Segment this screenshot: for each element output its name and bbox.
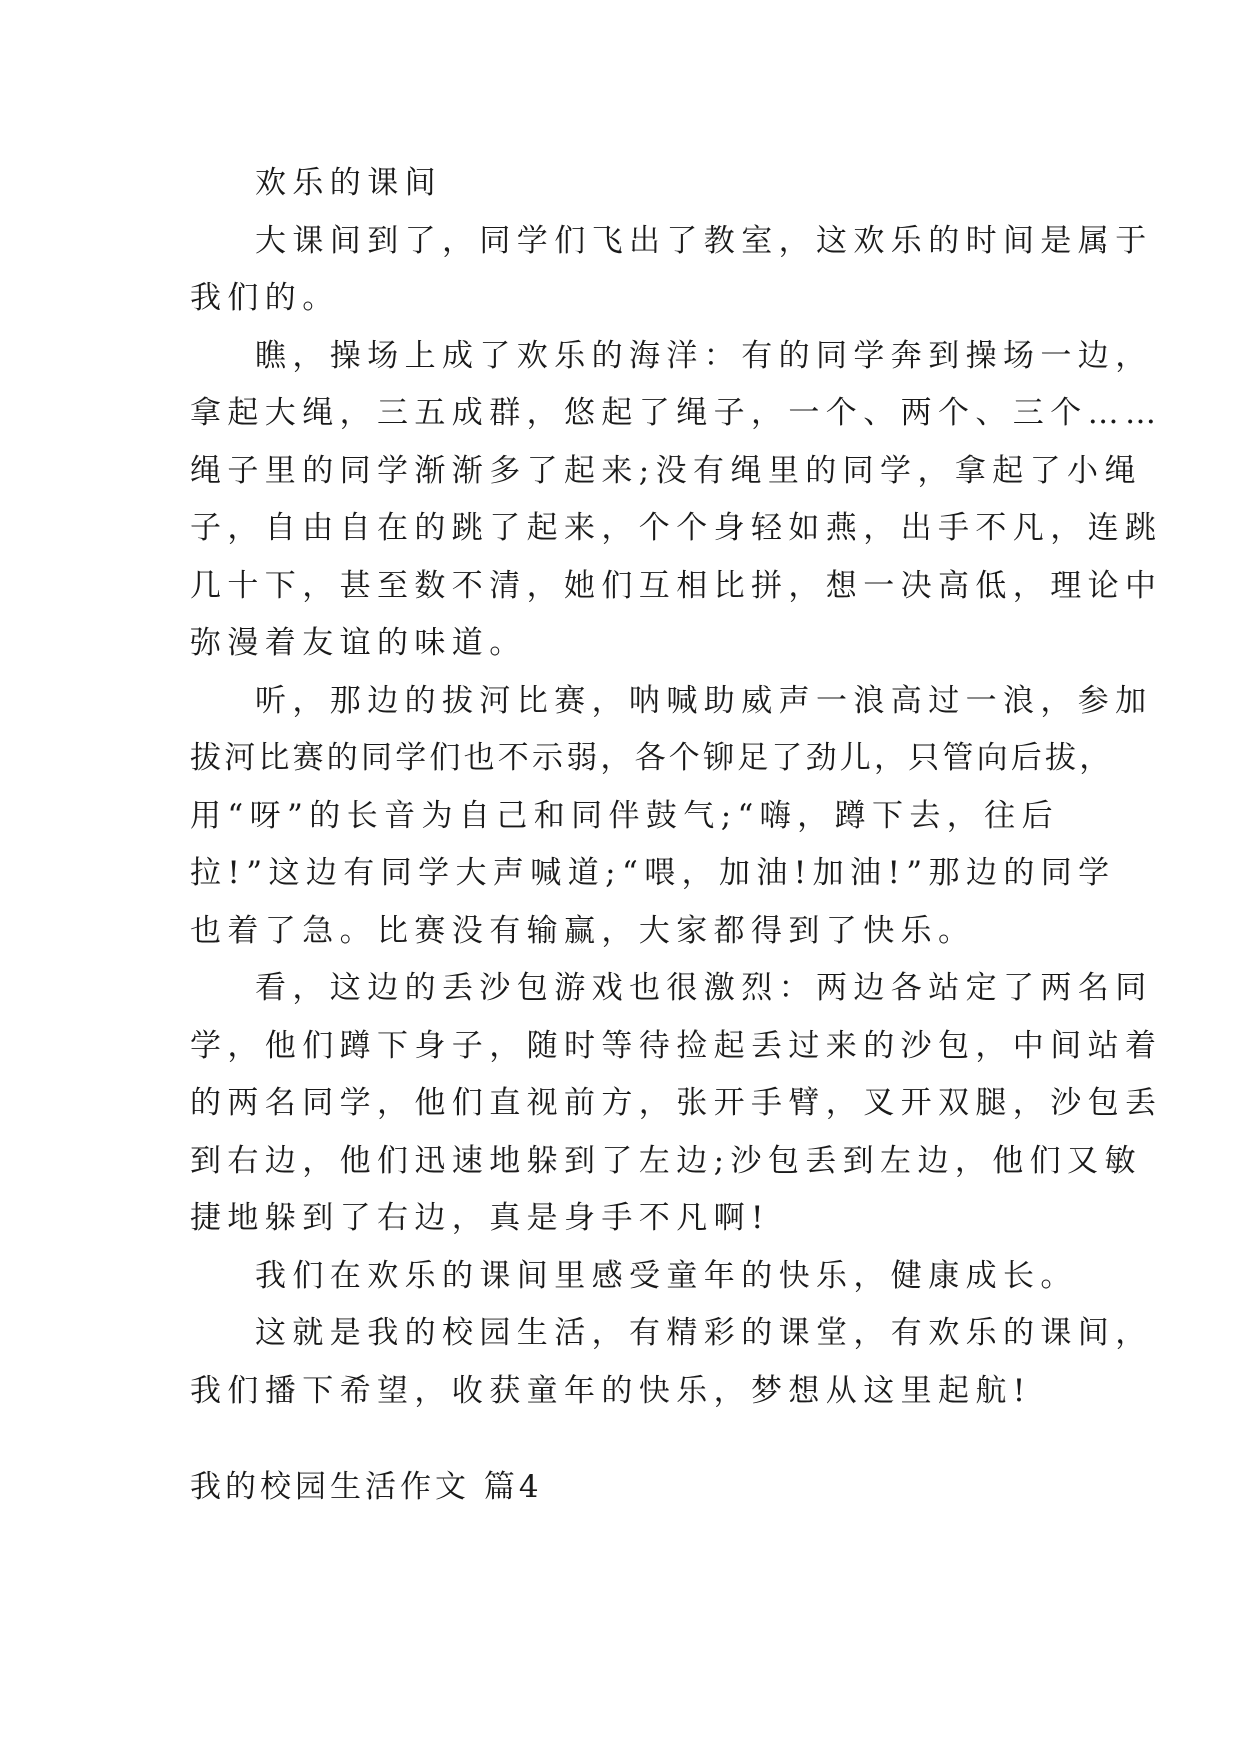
text-line: 我们播下希望，收获童年的快乐，梦想从这里起航!	[190, 1372, 1032, 1409]
document-body	[190, 155, 1163, 1420]
text-line: 子，自由自在的跳了起来，个个身轻如燕，出手不凡，连跳	[190, 510, 1163, 546]
text-line: 到右边，他们迅速地躲到了左边;沙包丢到左边，他们又敏	[190, 1142, 1142, 1179]
text-line: 绳子里的同学渐渐多了起来;没有绳里的同学，拿起了小绳	[190, 452, 1142, 489]
text-line: 我们在欢乐的课间里感受童年的快乐，健康成长。	[255, 1257, 1078, 1294]
text-line: 拿起大绳，三五成群，悠起了绳子，一个、两个、三个……	[190, 395, 1163, 431]
text-line: 听，那边的拔河比赛，呐喊助威声一浪高过一浪，参加	[255, 682, 1153, 719]
text-line: 我们的。	[190, 280, 340, 316]
text-line: 学，他们蹲下身子，随时等待捡起丢过来的沙包，中间站着	[190, 1027, 1163, 1064]
text-line: 瞧，操场上成了欢乐的海洋：有的同学奔到操场一边，	[255, 337, 1153, 374]
text-line: 这就是我的校园生活，有精彩的课堂，有欢乐的课间，	[255, 1315, 1153, 1351]
text-line: 大课间到了，同学们飞出了教室，这欢乐的时间是属于	[255, 222, 1153, 259]
text-line: 的两名同学，他们直视前方，张开手臂，叉开双腿，沙包丢	[190, 1085, 1163, 1121]
text-line: 拔河比赛的同学们也不示弱，各个铆足了劲儿，只管向后拔，	[190, 740, 1114, 776]
text-line: 也着了急。比赛没有输赢，大家都得到了快乐。	[190, 912, 976, 949]
text-line: 弥漫着友谊的味道。	[190, 625, 527, 661]
text-line: 捷地躲到了右边，真是身手不凡啊!	[190, 1200, 770, 1236]
text-line: 拉!”这边有同学大声喊道;“喂，加油!加油!”那边的同学	[190, 855, 1116, 891]
text-line: 看，这边的丢沙包游戏也很激烈：两边各站定了两名同	[255, 970, 1153, 1006]
text-line: 用“呀”的长音为自己和同伴鼓气;“嗨，蹲下去，往后	[190, 797, 1059, 834]
section-heading: 我的校园生活作文 篇4	[190, 1469, 543, 1505]
subtitle: 欢乐的课间	[255, 165, 442, 201]
text-line: 几十下，甚至数不清，她们互相比拼，想一决高低，理论中	[190, 567, 1163, 604]
